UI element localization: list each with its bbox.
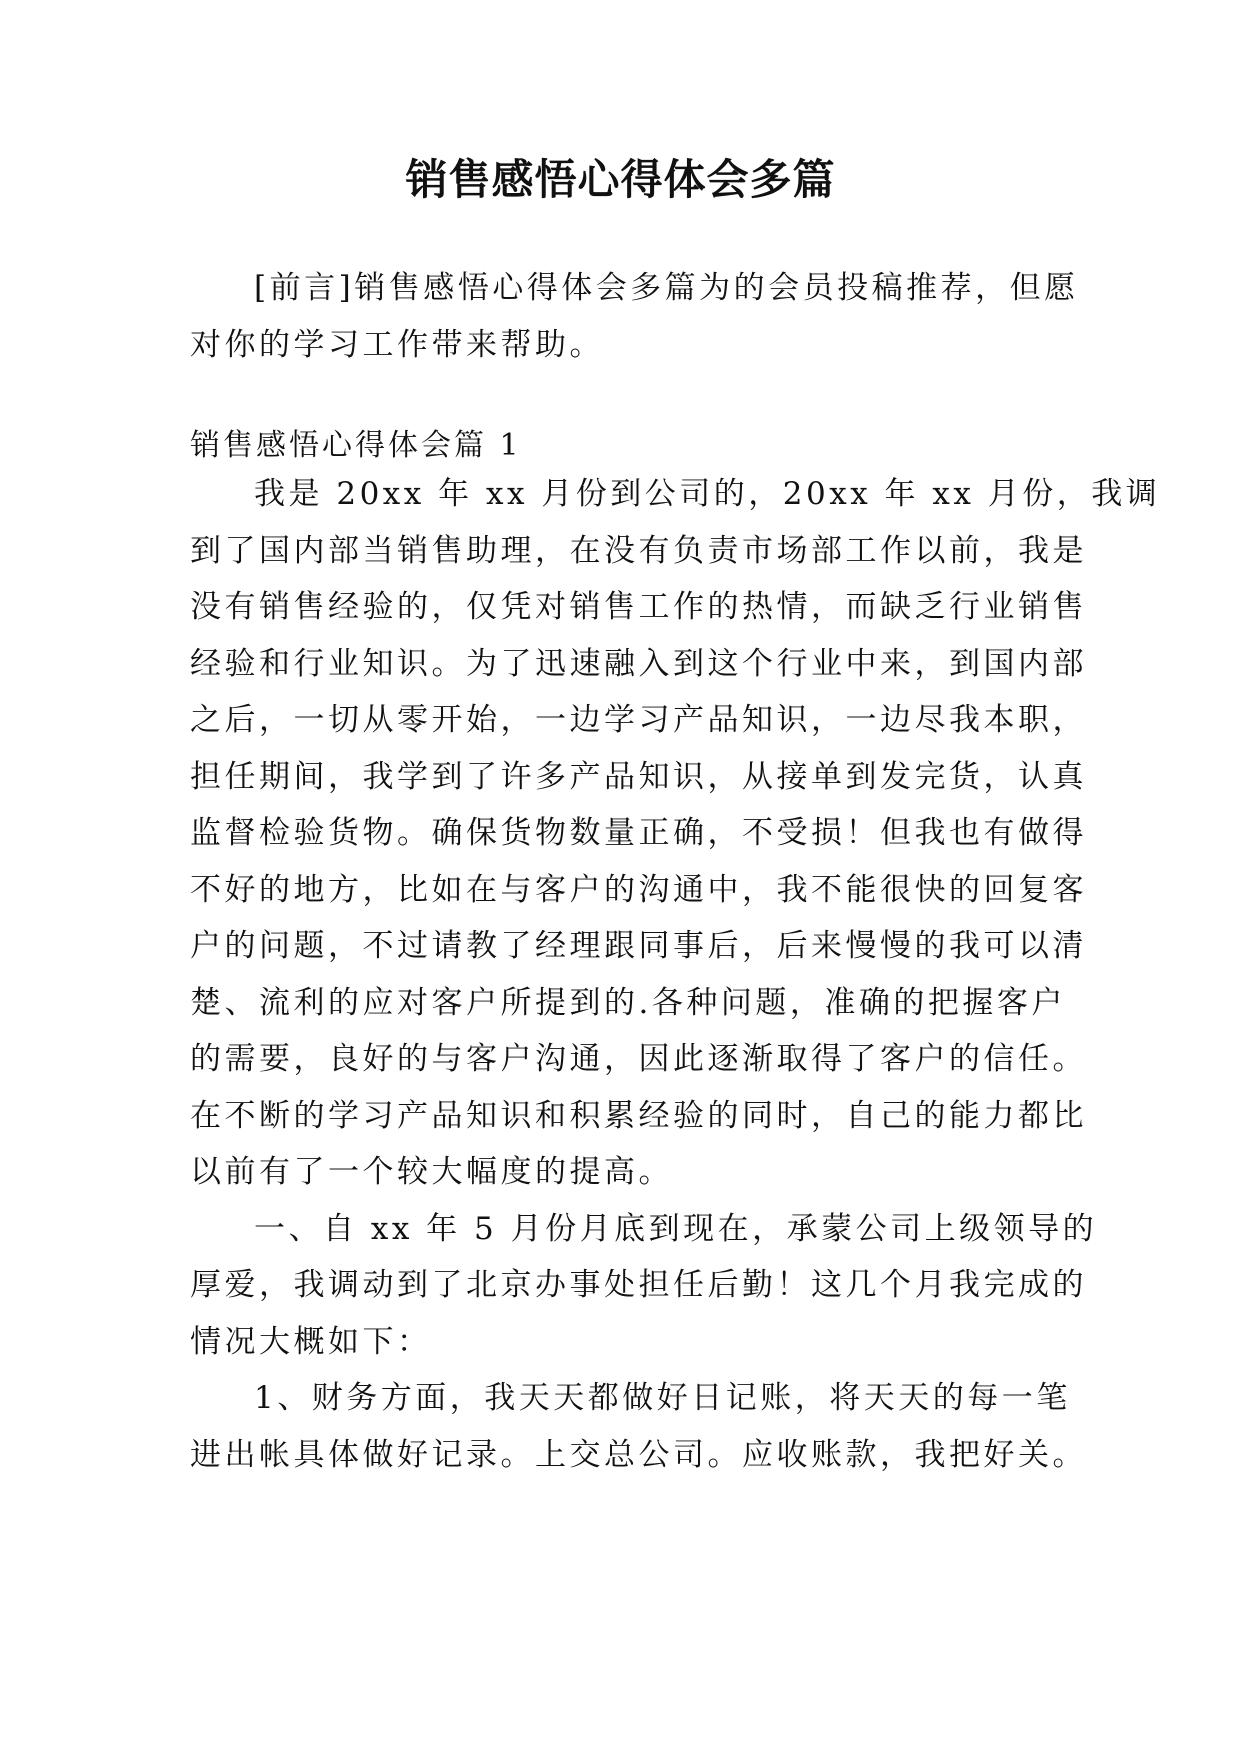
- body-line: 我是 20xx 年 xx 月份到公司的，20xx 年 xx 月份，我调: [254, 476, 1161, 512]
- body-line: 没有销售经验的，仅凭对销售工作的热情，而缺乏行业销售: [190, 589, 1087, 625]
- body-line: 以前有了一个较大幅度的提高。: [190, 1154, 673, 1190]
- body-line: 在不断的学习产品知识和积累经验的同时，自己的能力都比: [190, 1097, 1087, 1134]
- section-heading-text: 销售感悟心得体会篇 1: [190, 428, 522, 463]
- body-line: 户的问题，不过请教了经理跟同事后，后来慢慢的我可以清: [190, 928, 1087, 964]
- document-title: 销售感悟心得体会多篇: [405, 155, 836, 204]
- body-line: 监督检验货物。确保货物数量正确，不受损！但我也有做得: [190, 815, 1087, 851]
- body-line: 厚爱，我调动到了北京办事处担任后勤！这几个月我完成的: [190, 1267, 1087, 1303]
- body-line: 情况大概如下：: [190, 1323, 432, 1360]
- section-body: [190, 466, 1161, 1483]
- body-line: 经验和行业知识。为了迅速融入到这个行业中来，到国内部: [190, 645, 1087, 682]
- body-line: 进出帐具体做好记录。上交总公司。应收账款，我把好关。: [190, 1436, 1087, 1473]
- body-line: 1、财务方面，我天天都做好日记账，将天天的每一笔: [254, 1380, 1071, 1416]
- preface-line: 对你的学习工作带来帮助。: [190, 326, 604, 363]
- body-line: 的需要，良好的与客户沟通，因此逐渐取得了客户的信任。: [190, 1041, 1087, 1077]
- body-line: 担任期间，我学到了许多产品知识，从接单到发完货，认真: [190, 758, 1087, 795]
- body-line: 楚、流利的应对客户所提到的.各种问题，准确的把握客户: [190, 984, 1066, 1021]
- body-line: 一、自 xx 年 5 月份月底到现在，承蒙公司上级领导的: [254, 1210, 1098, 1247]
- body-line: 到了国内部当销售助理，在没有负责市场部工作以前，我是: [190, 532, 1087, 569]
- body-line: 不好的地方，比如在与客户的沟通中，我不能很快的回复客: [190, 871, 1087, 908]
- preface-paragraph: [190, 260, 1079, 373]
- body-line: 之后，一切从零开始，一边学习产品知识，一边尽我本职，: [190, 702, 1087, 738]
- preface-line: [前言]销售感悟心得体会多篇为的会员投稿推荐，但愿: [254, 270, 1079, 306]
